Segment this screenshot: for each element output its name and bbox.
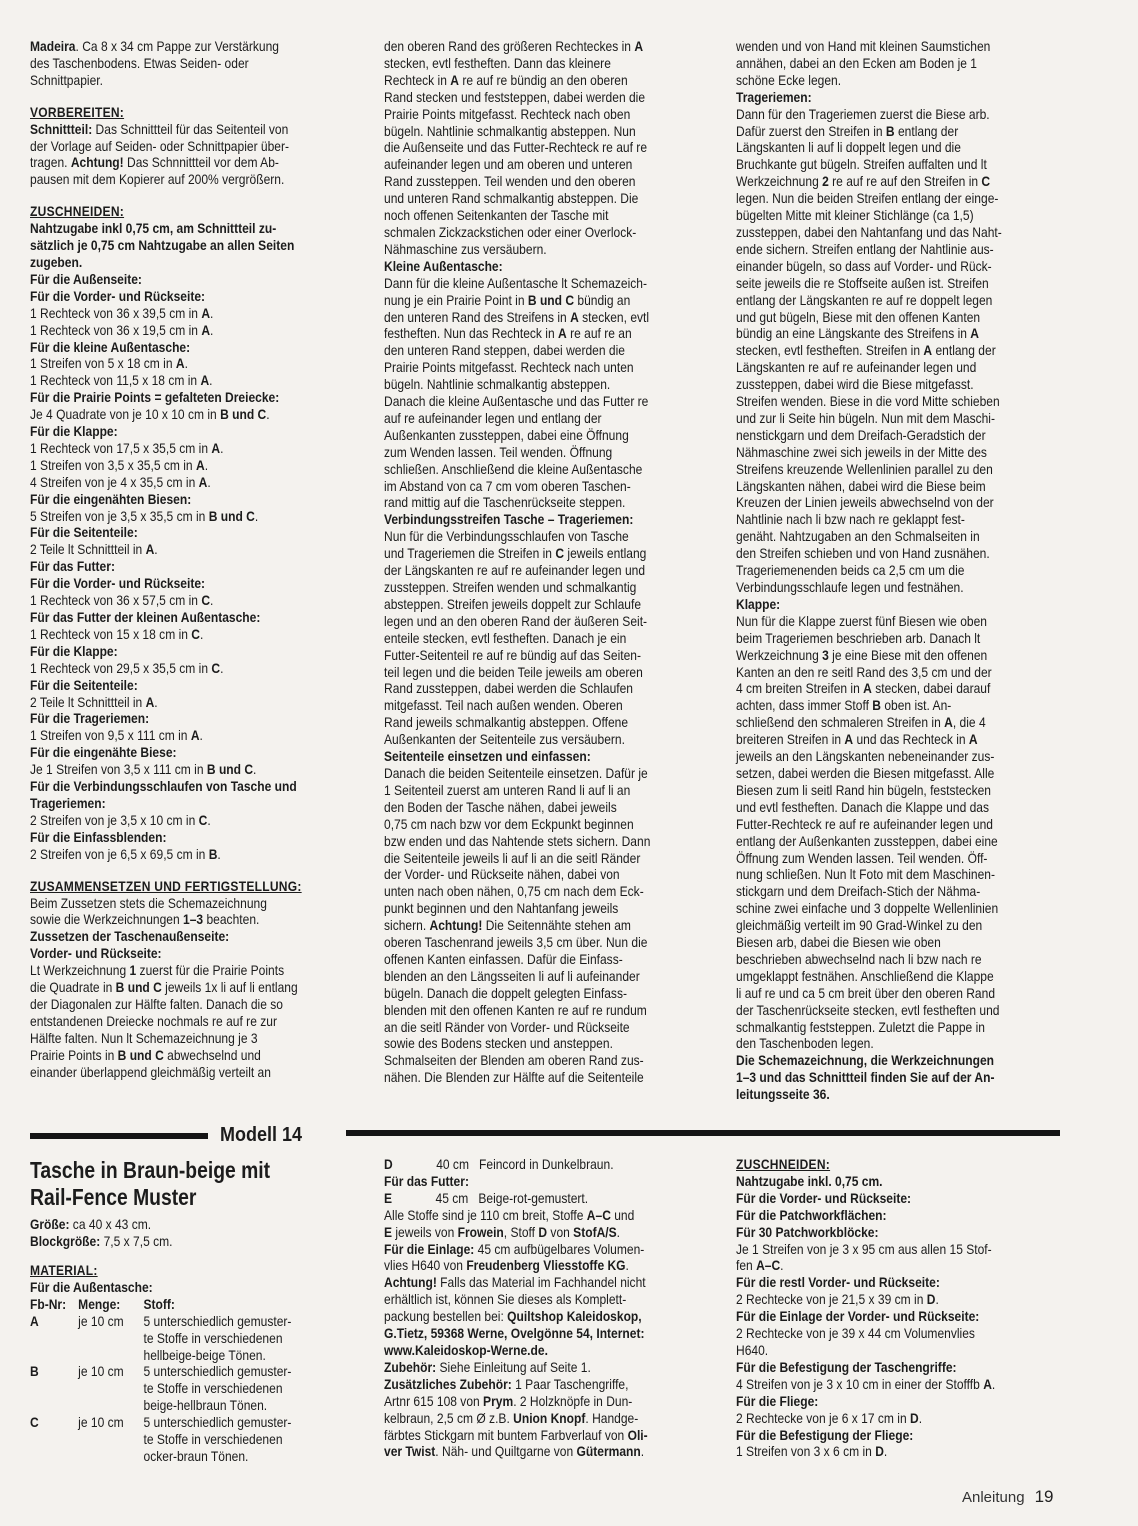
material-stoff: 5 unterschiedlich gemuster-	[143, 1414, 292, 1431]
text-line: bügelten Mitte mit kleiner Stichlänge (ca 1,5)	[736, 207, 974, 224]
material-stoff: te Stoffe in verschiedenen	[143, 1329, 283, 1346]
subheading-line: Für die Außenseite:	[30, 270, 142, 287]
section-heading: ZUSAMMENSETZEN UND FERTIGSTELLUNG:	[30, 877, 302, 894]
text-line: stecken, evtl festheften. Dann das kleinere	[384, 54, 611, 71]
text-line: schöne Ecke legen.	[736, 71, 842, 88]
text-line: absteppen. Streifen jeweils doppelt zur Schlaufe	[384, 595, 642, 612]
text-line: 1 Streifen von 5 x 18 cm in A.	[30, 355, 188, 372]
text-line: schließend den schmaleren Streifen in A, die 4	[736, 714, 986, 731]
text-line: Längskanten re auf re aufeinander legen und	[736, 359, 977, 376]
spacer	[30, 89, 302, 104]
text-line: schine zwei einfache und 3 doppelte Wellenlinien	[736, 900, 999, 917]
material-section	[30, 1262, 291, 1465]
text-line: legen und an den oberen Rand der äußeren Seit-	[384, 612, 648, 629]
text-line: Streifens kreuzende Wellenlinien parallel zu den	[736, 460, 993, 477]
text-line: Kanten an den re seitl Rand des 3,5 cm und der	[736, 663, 992, 680]
text-line: einander überlappend gleichmäßig verteilt an	[30, 1063, 271, 1080]
material-stoff: hellbeige-beige Tönen.	[143, 1346, 266, 1363]
text-line: der Taschenrückseite stecken, evtl festheften und	[736, 1001, 1000, 1018]
text-line: bügeln. Nahtlinie schmalkantig absteppen. Nun	[384, 122, 636, 139]
text-line: Dafür zuerst den Streifen in B entlang der	[736, 122, 959, 139]
material-row	[30, 1330, 291, 1347]
subheading-line: Für die Patchworkflächen:	[736, 1206, 887, 1223]
text-line: Für die Einlage: 45 cm aufbügelbares Volumen-	[384, 1240, 645, 1257]
subheading-line: Trageriemen:	[736, 88, 812, 105]
text-line: sowie des Bodens stecken und ansteppen.	[384, 1035, 613, 1052]
text-line: 2 Streifen von je 3,5 x 10 cm in C.	[30, 811, 211, 828]
text-line: 2 Teile lt Schnittteil in A.	[30, 693, 158, 710]
material-stoff: 5 unterschiedlich gemuster-	[143, 1363, 292, 1380]
text-line: zussteppen, dabei wird die Biese mitgefasst.	[736, 376, 974, 393]
text-line: legen. Nun die beiden Streifen entlang der einge-	[736, 190, 999, 207]
page-footer	[962, 1487, 1053, 1507]
column-3	[736, 38, 1002, 1103]
text-line: Werkzeichnung 3 je eine Biese mit den offenen	[736, 646, 988, 663]
text-line: 1 Rechteck von 36 x 39,5 cm in A.	[30, 304, 214, 321]
model-heading: Modell 14	[220, 1124, 303, 1146]
text-line: bügeln. Danach die doppelt gelegten Einfass-	[384, 984, 627, 1001]
text-line: schließen. Anschließend die kleine Außentasche	[384, 460, 643, 477]
material-fbnr: B	[30, 1363, 39, 1380]
text-line: den Streifen schieben und von Hand zusnähen.	[736, 545, 990, 562]
text-line: wenden und von Hand mit kleinen Saumstichen	[736, 38, 991, 54]
material-stoff: te Stoffe in verschiedenen	[143, 1380, 283, 1397]
subheading-line: Für die Vorder- und Rückseite:	[736, 1189, 912, 1206]
subheading-line: Für die Seitenteile:	[30, 676, 138, 693]
text-line: Nun für die Klappe zuerst fünf Biesen wie oben	[736, 612, 987, 629]
text-line: Längskanten li auf li doppelt legen und die	[736, 139, 961, 156]
text-line: 1 Streifen von 3 x 6 cm in D.	[736, 1443, 888, 1460]
text-line: teil legen und die beiden Teile jeweils am oberen	[384, 663, 643, 680]
subheading-line: Für die restl Vorder- und Rückseite:	[736, 1274, 940, 1291]
text-line: li auf re und ca 5 cm breit über den oberen Rand	[736, 984, 996, 1001]
text-line: Trageriemenenden beids ca 2,5 cm um die	[736, 562, 965, 579]
subheading-line: Für die Befestigung der Taschengriffe:	[736, 1358, 957, 1375]
text-line: 1 Seitenteil zuerst am unteren Rand li auf li an	[384, 781, 631, 798]
subheading-line: Für das Futter der kleinen Außentasche:	[30, 609, 261, 625]
text-line: Schmalseiten der Blenden am oberen Rand zus-	[384, 1052, 644, 1069]
text-line: Größe: ca 40 x 43 cm.	[30, 1216, 152, 1232]
material-menge: je 10 cm	[78, 1312, 124, 1329]
material-row	[30, 1448, 291, 1465]
text-line: Nun für die Verbindungsschlaufen von Tasche	[384, 528, 629, 545]
subheading-line: Für die eingenähten Biesen:	[30, 490, 192, 507]
text-line: Achtung! Falls das Material im Fachhandel nicht	[384, 1274, 646, 1291]
text-line: fen A–C.	[736, 1257, 784, 1274]
text-line: zum Wenden lassen. Teil wenden. Öffnung	[384, 443, 613, 460]
text-line: die Seitenteile jeweils li auf li an die seitl Ränder	[384, 849, 641, 866]
text-line: Danach die beiden Seitenteile einsetzen. Dafür je	[384, 764, 648, 781]
text-line: der Diagonalen zur Hälfte falten. Danach die so	[30, 995, 284, 1012]
text-line: breiteren Streifen in A und das Rechteck in A	[736, 731, 978, 748]
text-line: 1 Rechteck von 36 x 57,5 cm in C.	[30, 592, 214, 609]
text-line: entstandenen Dreiecke nochmals re auf re zur	[30, 1012, 277, 1029]
text-line: Nahtlinie nach li bzw nach re geklappt fest-	[736, 511, 965, 528]
text-line: Futter-Seitenteil re auf re bündig auf das Seiten-	[384, 646, 642, 663]
text-line: Je 4 Quadrate von je 10 x 10 cm in B und C.	[30, 406, 270, 423]
text-line: Streifen wenden. Biese in die vord Mitte schieben	[736, 393, 1000, 410]
material-row	[30, 1397, 291, 1414]
article-title	[30, 1157, 270, 1211]
text-line: Außenkanten der Seitenteile zus versäubern.	[384, 731, 625, 748]
text-line: tragen. Achtung! Das Schnnittteil vor dem Ab-	[30, 154, 279, 171]
subheading-line: www.Kaleidoskop-Werne.de.	[384, 1341, 548, 1358]
text-line: bündig an eine Längskante des Streifens in A	[736, 325, 979, 342]
text-line: gleichmäßig verteilt im 90 Grad-Winkel zu den	[736, 917, 983, 934]
text-line: Verbindungsschlaufe legen und festnähen.	[736, 579, 964, 595]
text-line: Lt Werkzeichnung 1 zuerst für die Prairie Points	[30, 962, 285, 979]
material-stoff: beige-hellbraun Tönen.	[143, 1397, 268, 1414]
subheading-line: Für die Prairie Points = gefalteten Dreiecke:	[30, 389, 280, 406]
subheading-line: G.Tietz, 59368 Werne, Ovelgönne 54, Internet:	[384, 1325, 645, 1342]
text-line: an die seitl Ränder von Vorder- und Rückseite	[384, 1018, 630, 1035]
text-line: 1 Rechteck von 36 x 19,5 cm in A.	[30, 321, 214, 338]
subheading-line: Trageriemen:	[30, 794, 106, 811]
text-line: den unteren Rand des Streifens in A stecken, evtl	[384, 308, 650, 325]
text-line: den Taschenboden legen.	[736, 1035, 874, 1052]
material-header-menge: Menge:	[78, 1295, 121, 1312]
text-line: 4 Streifen von je 3 x 10 cm in einer der Stofffb A.	[736, 1375, 996, 1392]
article-title-line: Tasche in Braun-beige mit	[30, 1157, 271, 1183]
text-line: Futter-Rechteck re auf re aufeinander legen und	[736, 815, 994, 832]
subheading-line: Die Schemazeichnung, die Werkzeichnungen	[736, 1052, 995, 1069]
text-line: 2 Rechtecke von je 6 x 17 cm in D.	[736, 1409, 923, 1426]
text-line: zussteppen, dabei den Nahtanfang und das Naht-	[736, 223, 1002, 240]
text-line: zussteppen. Streifen wenden und schmalkantig	[384, 579, 637, 595]
text-line: H640.	[736, 1341, 769, 1358]
text-line: genäht. Nahtzugaben an den Schmalseiten in	[736, 528, 980, 545]
text-line: Rand stecken und feststeppen, dabei werden die	[384, 88, 646, 105]
text-line: beim Trageriemen beschrieben arb. Danach lt	[736, 629, 981, 646]
subheading-line: Für die Verbindungsschlaufen von Tasche und	[30, 778, 297, 795]
subheading-line: Für die Seitenteile:	[30, 524, 138, 541]
text-line: offenen Kanten einfassen. Dafür die Einfass-	[384, 950, 623, 967]
material-row	[30, 1363, 291, 1380]
page-number: 19	[1034, 1487, 1054, 1506]
subheading-line: Klappe:	[736, 595, 781, 612]
material-stoff: te Stoffe in verschiedenen	[143, 1431, 283, 1448]
text-line: die Außenseite und das Futter-Rechteck re auf re	[384, 139, 648, 156]
article-meta	[30, 1216, 173, 1250]
text-line: Schnittpapier.	[30, 71, 103, 88]
material-row	[30, 1431, 291, 1448]
text-line: 1 Rechteck von 15 x 18 cm in C.	[30, 625, 204, 642]
subheading-line: 1–3 und das Schnittteil finden Sie auf der An-	[736, 1069, 995, 1086]
text-line: der Vorder- und Rückseite nähen, dabei von	[384, 866, 620, 883]
text-line: stecken, evtl festheften. Streifen in A entlang der	[736, 342, 996, 359]
text-line: unten nach oben nähen, 0,75 cm nach dem Eck-	[384, 883, 644, 900]
material-stoff: 5 unterschiedlich gemuster-	[143, 1312, 292, 1329]
text-line: 0,75 cm nach bzw vor dem Eckpunkt beginnen	[384, 815, 634, 832]
text-line: sichern. Achtung! Die Seitennähte stehen am	[384, 917, 631, 934]
subheading-line: Für die eingenähte Biese:	[30, 744, 177, 761]
text-line: Hälfte falten. Nun lt Schemazeichnung je 3	[30, 1029, 258, 1046]
text-line: und zur li Seite hin bügeln. Nun mit dem Maschi-	[736, 409, 995, 426]
section-heading: VORBEREITEN:	[30, 103, 125, 120]
text-line: erhältlich ist, können Sie dieses als Komplett-	[384, 1291, 627, 1308]
text-line: der Vorlage auf Seiden- oder Schnittpapier über-	[30, 137, 290, 154]
text-line: Außenkanten zussteppen, dabei eine Öffnung	[384, 426, 629, 443]
text-line: die Quadrate in B und C jeweils 1x li auf li entlang	[30, 979, 298, 996]
text-line: 1 Rechteck von 17,5 x 35,5 cm in A.	[30, 439, 224, 456]
text-line: beschrieben abwechselnd nach li bzw nach re	[736, 950, 982, 967]
text-line: Öffnung zum Wenden lassen. Teil wenden. Öff-	[736, 849, 988, 866]
text-line: 1 Rechteck von 11,5 x 18 cm in A.	[30, 372, 213, 389]
subheading-line: Zussetzen der Taschenaußenseite:	[30, 928, 230, 945]
text-line: Prairie Points in B und C abwechselnd und	[30, 1046, 261, 1063]
text-line: der Längskanten re auf re aufeinander legen und	[384, 562, 646, 579]
subheading-line: Für die Befestigung der Fliege:	[736, 1426, 914, 1443]
material-fbnr: C	[30, 1414, 39, 1431]
text-line: Danach die kleine Außentasche und das Futter re	[384, 393, 649, 410]
column-5	[384, 1156, 648, 1460]
text-line: noch offenen Seitenkanten der Tasche mit	[384, 207, 609, 224]
text-line: rand mittig auf die Taschenrückseite steppen.	[384, 494, 626, 511]
text-line: des Taschenbodens. Etwas Seiden- oder	[30, 54, 249, 71]
material-row	[30, 1347, 291, 1364]
subheading-line: Für die Klappe:	[30, 423, 118, 440]
text-line: Je 1 Streifen von 3,5 x 111 cm in B und C.	[30, 761, 257, 778]
text-line: und unteren Rand schmalkantig absteppen. Die	[384, 190, 639, 207]
column-1	[30, 38, 302, 1080]
text-line: Schnittteil: Das Schnittteil für das Seitenteil von	[30, 120, 289, 137]
material-fbnr: A	[30, 1312, 39, 1329]
text-line: 4 cm breiten Streifen in A stecken, dabei darauf	[736, 680, 991, 697]
material-menge: je 10 cm	[78, 1363, 124, 1380]
text-line: und gut bügeln, Biese mit den offenen Kanten	[736, 308, 981, 325]
text-line: 1 Streifen von 3,5 x 35,5 cm in A.	[30, 456, 209, 473]
text-line: Prairie Points mitgefasst. Rechteck nach oben	[384, 105, 631, 122]
text-line: Alle Stoffe sind je 110 cm breit, Stoffe A–C und	[384, 1206, 635, 1223]
text-line: sowie die Werkzeichnungen 1–3 beachten.	[30, 911, 260, 928]
text-line: Blockgröße: 7,5 x 7,5 cm.	[30, 1233, 173, 1249]
text-line: entlang der Längskanten re auf re doppelt legen	[736, 291, 993, 308]
subheading-line: Für das Futter:	[384, 1172, 469, 1189]
material-header-fbnr: Fb-Nr:	[30, 1295, 67, 1312]
section-heading: ZUSCHNEIDEN:	[30, 203, 125, 220]
text-line: Rand zussteppen, dabei werden die Schlaufen	[384, 680, 634, 697]
subheading-line: Für die Klappe:	[30, 642, 118, 659]
material-table	[30, 1296, 291, 1465]
text-line: Je 1 Streifen von je 3 x 95 cm aus allen 15 Stof-	[736, 1240, 992, 1257]
text-line: Madeira. Ca 8 x 34 cm Pappe zur Verstärkung	[30, 38, 279, 54]
text-line: jeweils an den Längskanten nebeneinander zus-	[736, 748, 995, 765]
subheading-line: Nahtzugabe inkl. 0,75 cm.	[736, 1172, 883, 1189]
text-line: bügeln. Nahtlinie schmalkantig absteppen.	[384, 376, 611, 393]
text-line: annähen, dabei an den Ecken am Boden je 1	[736, 54, 977, 71]
section-rule-left	[30, 1133, 208, 1139]
subheading-line: Für die Fliege:	[736, 1392, 819, 1409]
section-rule-right	[346, 1130, 1060, 1136]
subheading-line: Nahtzugabe inkl 0,75 cm, am Schnittteil zu-	[30, 220, 277, 237]
text-line: mitgefasst. Teil nach außen wenden. Oberen	[384, 697, 623, 714]
material-row	[30, 1380, 291, 1397]
text-line: 2 Streifen von je 6,5 x 69,5 cm in B.	[30, 845, 221, 862]
subheading-line: Für die Vorder- und Rückseite:	[30, 287, 206, 304]
text-line: schmalkantig feststeppen. Zuletzt die Pappe in	[736, 1018, 985, 1035]
text-line: Prairie Points mitgefasst. Rechteck nach unten	[384, 359, 634, 376]
text-line: 2 Teile lt Schnittteil in A.	[30, 541, 158, 558]
text-line: Dann für die kleine Außentasche lt Schemazeich-	[384, 274, 648, 291]
text-line: und Trageriemen die Streifen in C jeweils entlang	[384, 545, 647, 562]
text-line: nähen. Die Blenden zur Hälfte auf die Seitenteile	[384, 1069, 644, 1086]
subheading-line: Für die kleine Außentasche:	[30, 338, 191, 355]
text-line: auf re aufeinander legen und entlang der	[384, 409, 602, 426]
subheading-line: leitungsseite 36.	[736, 1086, 830, 1103]
text-line: ver Twist. Näh- und Quiltgarne von Gütermann.	[384, 1443, 645, 1460]
text-line: den Boden der Tasche nähen, dabei jeweils	[384, 798, 617, 815]
subheading-line: Für die Trageriemen:	[30, 710, 150, 727]
text-line: den oberen Rand des größeren Rechteckes in A	[384, 38, 644, 54]
material-stoff: ocker-braun Tönen.	[143, 1447, 249, 1464]
section-heading: ZUSCHNEIDEN:	[736, 1156, 831, 1172]
text-line: packung bestellen bei: Quiltshop Kaleidoskop,	[384, 1308, 642, 1325]
text-line: achten, dass immer Stoff B oben ist. An-	[736, 697, 952, 714]
text-line: Biesen zum li seitl Rand hin bügeln, feststecken	[736, 781, 991, 798]
column-6	[736, 1156, 995, 1460]
text-line: E jeweils von Frowein, Stoff D von StofA/S.	[384, 1223, 621, 1240]
text-line: Nähmaschine zus versäubern.	[384, 240, 547, 257]
column-2	[384, 38, 650, 1086]
text-line: blenden mit den offenen Kanten re auf re rundum	[384, 1001, 647, 1018]
text-line: pausen mit dem Kopierer auf 200% vergrößern.	[30, 171, 285, 188]
text-line: punkt beginnen und den Nahtanfang jeweils	[384, 900, 619, 917]
text-line: D 40 cm Feincord in Dunkelbraun.	[384, 1156, 614, 1172]
subheading-line: Vorder- und Rückseite:	[30, 945, 162, 962]
text-line: enteile stecken, evtl festheften. Danach je ein	[384, 629, 627, 646]
material-heading: MATERIAL:	[30, 1262, 98, 1278]
text-line: einander bügeln, so dass auf Vorder- und Rück-	[736, 257, 992, 274]
spacer	[30, 863, 302, 878]
text-line: schmalen Zickzackstichen oder einer Overlock-	[384, 223, 637, 240]
text-line: Zubehör: Siehe Einleitung auf Seite 1.	[384, 1358, 591, 1375]
text-line: nung schließen. Nun lt Foto mit dem Maschinen-	[736, 866, 995, 883]
subheading-line: sätzlich je 0,75 cm Nahtzugabe an allen Seiten	[30, 237, 295, 254]
text-line: seite jeweils die re Stoffseite außen ist. Streifen	[736, 274, 989, 291]
text-line: 1 Streifen von 9,5 x 111 cm in A.	[30, 727, 203, 744]
subheading-line: Für die Einlage der Vorder- und Rückseite:	[736, 1308, 980, 1325]
material-header-stoff: Stoff:	[143, 1295, 175, 1312]
text-line: nenstickgarn und dem Dreifach-Geradstich der	[736, 426, 986, 443]
text-line: blenden an den Längsseiten li auf li aufeinander	[384, 967, 640, 984]
text-line: Biesen arb, dabei die Biesen wie oben	[736, 934, 941, 951]
text-line: Nähmaschine zwei sich jeweils in der Mitte des	[736, 443, 987, 460]
text-line: kelbraun, 2,5 cm Ø z.B. Union Knopf. Handge-	[384, 1409, 639, 1426]
text-line: Rand jeweils schmalkantig absteppen. Offene	[384, 714, 629, 731]
text-line: Rand zussteppen. Teil wenden und den oberen	[384, 173, 636, 190]
footer-label: Anleitung	[962, 1489, 1025, 1506]
text-line: Werkzeichnung 2 re auf re auf den Streifen in C	[736, 173, 991, 190]
text-line: Dann für den Trageriemen zuerst die Biese arb.	[736, 105, 990, 122]
subheading-line: zugeben.	[30, 253, 83, 270]
text-line: umgeklappt festnähen. Anschließend die Klappe	[736, 967, 994, 984]
material-row	[30, 1313, 291, 1330]
subheading-line: Kleine Außentasche:	[384, 257, 503, 274]
text-line: aufeinander legen und am oberen und unteren	[384, 156, 633, 173]
text-line: den unteren Rand steppen, dabei werden die	[384, 342, 625, 359]
subheading-line: Verbindungsstreifen Tasche – Trageriemen:	[384, 511, 634, 528]
text-line: festheften. Nun das Rechteck in A re auf re an	[384, 325, 632, 342]
subheading-line: Seitenteile einsetzen und einfassen:	[384, 748, 591, 765]
text-line: nung je ein Prairie Point in B und C bündig an	[384, 291, 631, 308]
text-line: vlies H640 von Freudenberg Vliesstoffe KG.	[384, 1257, 629, 1274]
text-line: Zusätzliches Zubehör: 1 Paar Taschengriffe,	[384, 1375, 629, 1392]
text-line: 2 Rechtecke von je 39 x 44 cm Volumenvlies	[736, 1325, 975, 1342]
text-line: färbtes Stickgarn mit buntem Farbverlauf von Oli-	[384, 1426, 648, 1443]
text-line: 4 Streifen von je 4 x 35,5 cm in A.	[30, 473, 211, 490]
subheading-line: Für 30 Patchworkblöcke:	[736, 1223, 879, 1240]
material-menge: je 10 cm	[78, 1414, 124, 1431]
text-line: 2 Rechtecke von je 21,5 x 39 cm in D.	[736, 1291, 939, 1308]
subheading-line: Für die Vorder- und Rückseite:	[30, 575, 206, 592]
spacer	[30, 188, 302, 203]
text-line: im Abstand von ca 7 cm vom oberen Taschen-	[384, 477, 631, 494]
material-row	[30, 1414, 291, 1431]
text-line: oberen Taschenrand jeweils 3,5 cm über. Nun die	[384, 934, 648, 951]
text-line: bzw enden und das Nahtende stets sichern. Dann	[384, 832, 651, 849]
text-line: E 45 cm Beige-rot-gemustert.	[384, 1189, 589, 1206]
text-line: stickgarn und dem Dreifach-Stich der Nähma-	[736, 883, 981, 900]
text-line: Kreuzen der Linien jeweils abwechselnd von der	[736, 494, 994, 511]
text-line: und evtl festheften. Danach die Klappe und das	[736, 798, 990, 815]
article-title-line: Rail-Fence Muster	[30, 1184, 197, 1210]
text-line: Rechteck in A re auf re bündig an den oberen	[384, 71, 628, 88]
text-line: Artnr 615 108 von Prym. 2 Holzknöpfe in Dun-	[384, 1392, 633, 1409]
material-subheading: Für die Außentasche:	[30, 1278, 153, 1295]
text-line: 1 Rechteck von 29,5 x 35,5 cm in C.	[30, 659, 224, 676]
subheading-line: Für die Einfassblenden:	[30, 828, 167, 845]
text-line: Bruchkante gut bügeln. Streifen auffalten und lt	[736, 156, 987, 173]
text-line: 5 Streifen von je 3,5 x 35,5 cm in B und C.	[30, 507, 259, 524]
text-line: entlang der Außenkanten zussteppen, dabei eine	[736, 832, 998, 849]
text-line: Längskanten nähen, dabei wird die Biese beim	[736, 477, 986, 494]
text-line: Beim Zussetzen stets die Schemazeichnung	[30, 894, 267, 911]
text-line: ende sichern. Streifen entlang der Nahtlinie aus-	[736, 240, 994, 257]
subheading-line: Für das Futter:	[30, 558, 115, 575]
text-line: setzen, dabei werden die Biesen mitgefasst. Alle	[736, 764, 995, 781]
